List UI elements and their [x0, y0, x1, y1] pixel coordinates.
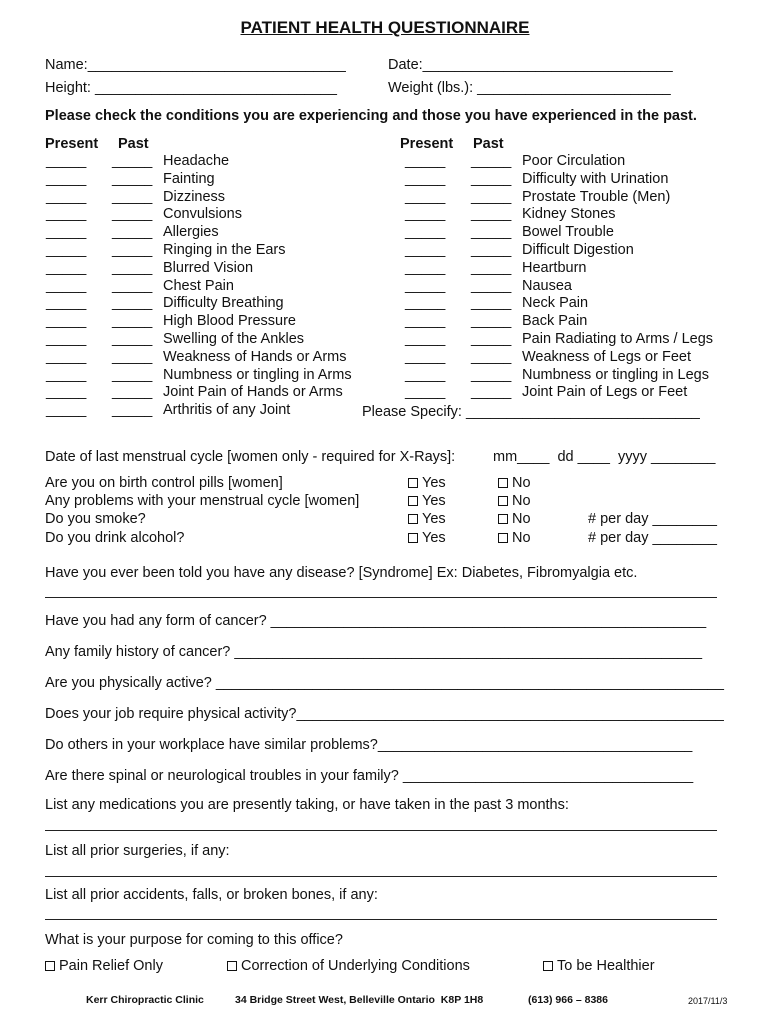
present-blank[interactable]: _____: [46, 188, 87, 205]
past-header-left: Past: [118, 136, 149, 152]
checkbox-icon[interactable]: [498, 514, 508, 524]
past-header-right: Past: [473, 136, 504, 152]
past-blank[interactable]: _____: [112, 366, 153, 383]
present-blank[interactable]: _____: [405, 242, 446, 258]
checkbox-icon[interactable]: [45, 961, 55, 971]
condition-label: Convulsions: [163, 206, 242, 223]
present-blank[interactable]: _____: [405, 170, 446, 187]
present-blank[interactable]: _____: [46, 224, 87, 241]
checkbox-icon[interactable]: [498, 496, 508, 506]
checkbox-icon[interactable]: [408, 533, 418, 543]
checkbox-icon[interactable]: [227, 961, 237, 971]
yes-no-question-label: Do you smoke?: [45, 511, 146, 528]
footer-revision: 2017/11/3: [688, 996, 728, 1006]
surgeries-question: List all prior surgeries, if any:: [45, 843, 230, 859]
present-blank[interactable]: _____: [46, 259, 87, 276]
condition-label: Difficulty with Urination: [522, 170, 669, 187]
present-blank[interactable]: _____: [46, 277, 87, 294]
per-day-field[interactable]: # per day ________: [588, 511, 717, 528]
past-blank[interactable]: _____: [112, 348, 153, 365]
present-blank[interactable]: _____: [405, 348, 446, 365]
height-field[interactable]: Height: ______________________________: [45, 80, 337, 96]
past-blank[interactable]: _____: [471, 348, 512, 365]
per-day-field[interactable]: # per day ________: [588, 529, 717, 546]
yes-option-label: Yes: [422, 511, 446, 528]
condition-label: Fainting: [163, 170, 215, 187]
present-blank[interactable]: _____: [46, 206, 87, 223]
condition-label: Nausea: [522, 277, 572, 294]
workplace-question[interactable]: Do others in your workplace have similar problems?_______________________________________: [45, 737, 693, 753]
yes-no-question-label: Do you drink alcohol?: [45, 529, 185, 546]
past-blank[interactable]: _____: [471, 170, 512, 187]
past-blank[interactable]: _____: [112, 277, 153, 294]
condition-label: Weakness of Hands or Arms: [163, 348, 347, 365]
surgeries-answer-line[interactable]: [45, 876, 717, 877]
menstrual-label: Date of last menstrual cycle [women only - required for X-Rays]:: [45, 449, 456, 465]
condition-label: Joint Pain of Hands or Arms: [163, 384, 343, 401]
purpose-question: What is your purpose for coming to this office?: [45, 932, 343, 948]
please-specify-field[interactable]: Please Specify: _____________________________: [362, 404, 700, 420]
present-blank[interactable]: _____: [46, 366, 87, 383]
present-blank[interactable]: _____: [405, 331, 446, 347]
menstrual-date-fields[interactable]: mm____ dd ____ yyyy ________: [493, 449, 716, 465]
weight-field[interactable]: Weight (lbs.): ________________________: [388, 80, 671, 96]
condition-label: Numbness or tingling in Legs: [522, 366, 709, 383]
past-blank[interactable]: _____: [471, 224, 512, 241]
yes-option-label: Yes: [422, 529, 446, 546]
date-field[interactable]: Date:_______________________________: [388, 57, 673, 73]
present-blank[interactable]: _____: [46, 295, 87, 312]
condition-label: Back Pain: [522, 313, 588, 330]
past-blank[interactable]: _____: [471, 206, 512, 223]
past-blank[interactable]: _____: [471, 384, 512, 401]
past-blank[interactable]: _____: [112, 313, 153, 330]
purpose-option-label: Correction of Underlying Conditions: [241, 958, 470, 974]
past-blank[interactable]: _____: [112, 295, 153, 312]
condition-label: Numbness or tingling in Arms: [163, 366, 352, 383]
condition-label: Heartburn: [522, 259, 587, 276]
present-blank[interactable]: _____: [405, 277, 446, 294]
past-blank[interactable]: _____: [471, 242, 512, 258]
present-blank[interactable]: _____: [405, 384, 446, 401]
present-blank[interactable]: _____: [46, 348, 87, 365]
condition-label: Allergies: [163, 224, 219, 241]
no-option-label: No: [512, 475, 531, 491]
yes-no-question-label: Any problems with your menstrual cycle [women]: [45, 493, 360, 510]
condition-label: Neck Pain: [522, 295, 589, 312]
accidents-question: List all prior accidents, falls, or broken bones, if any:: [45, 887, 378, 903]
purpose-option-correction[interactable]: [227, 958, 470, 974]
past-blank[interactable]: _____: [471, 259, 512, 276]
present-blank[interactable]: _____: [405, 313, 446, 330]
no-option-label: No: [512, 493, 531, 510]
present-blank[interactable]: _____: [46, 153, 87, 169]
present-blank[interactable]: _____: [405, 206, 446, 223]
checkbox-icon[interactable]: [408, 496, 418, 506]
condition-label: Joint Pain of Legs or Feet: [522, 384, 688, 401]
present-blank[interactable]: _____: [46, 313, 87, 330]
past-blank[interactable]: _____: [112, 188, 153, 205]
present-blank[interactable]: _____: [405, 295, 446, 312]
yes-no-question-label: Are you on birth control pills [women]: [45, 475, 283, 491]
checkbox-icon[interactable]: [498, 533, 508, 543]
condition-label: Arthritis of any Joint: [163, 402, 291, 419]
disease-answer-line[interactable]: [45, 597, 717, 598]
condition-label: Headache: [163, 153, 230, 169]
yes-option-label: Yes: [422, 493, 446, 510]
condition-label: Chest Pain: [163, 277, 234, 294]
condition-label: Bowel Trouble: [522, 224, 614, 241]
spinal-question[interactable]: Are there spinal or neurological troubles in your family? ____________________________________: [45, 768, 694, 784]
yes-option-label: Yes: [422, 475, 446, 491]
no-option-label: No: [512, 511, 531, 528]
past-blank[interactable]: _____: [112, 331, 153, 347]
job-question[interactable]: Does your job require physical activity?_____________________________________________________: [45, 706, 724, 722]
present-blank[interactable]: _____: [405, 153, 446, 169]
present-blank[interactable]: _____: [405, 224, 446, 241]
name-field[interactable]: Name:________________________________: [45, 57, 346, 73]
page-title: PATIENT HEALTH QUESTIONNAIRE: [240, 18, 530, 37]
accidents-answer-line[interactable]: [45, 919, 717, 920]
past-blank[interactable]: _____: [112, 153, 153, 169]
present-blank[interactable]: _____: [46, 402, 87, 419]
cancer-question[interactable]: Have you had any form of cancer? ______________________________________________________: [45, 613, 707, 629]
disease-question: Have you ever been told you have any disease? [Syndrome] Ex: Diabetes, Fibromyalgia etc.: [45, 565, 638, 581]
past-blank[interactable]: _____: [112, 384, 153, 401]
purpose-option-pain-relief[interactable]: [45, 958, 163, 974]
past-blank[interactable]: _____: [112, 206, 153, 223]
past-blank[interactable]: _____: [471, 153, 512, 169]
condition-label: Difficulty Breathing: [163, 295, 284, 312]
purpose-option-label: To be Healthier: [557, 958, 655, 974]
past-blank[interactable]: _____: [471, 295, 512, 312]
past-blank[interactable]: _____: [112, 242, 153, 258]
past-blank[interactable]: _____: [471, 188, 512, 205]
yes-option[interactable]: [408, 530, 446, 546]
past-blank[interactable]: _____: [112, 224, 153, 241]
yes-option[interactable]: [408, 493, 446, 509]
footer-clinic: Kerr Chiropractic Clinic: [86, 994, 204, 1006]
condition-label: Weakness of Legs or Feet: [522, 348, 691, 365]
condition-label: Prostate Trouble (Men): [522, 188, 671, 205]
past-blank[interactable]: _____: [471, 313, 512, 330]
checkbox-icon[interactable]: [543, 961, 553, 971]
instruction-text: Please check the conditions you are experiencing and those you have experienced in the past.: [45, 108, 697, 124]
no-option[interactable]: [498, 475, 531, 491]
family-cancer-question[interactable]: Any family history of cancer? __________________________________________________________: [45, 644, 703, 660]
purpose-option-label: Pain Relief Only: [59, 958, 163, 974]
present-header-left: Present: [45, 136, 99, 152]
medications-question: List any medications you are presently taking, or have taken in the past 3 months:: [45, 797, 569, 813]
condition-label: Ringing in the Ears: [163, 242, 286, 258]
no-option-label: No: [512, 529, 531, 546]
no-option[interactable]: [498, 493, 531, 509]
medications-answer-line[interactable]: [45, 830, 717, 831]
present-blank[interactable]: _____: [405, 188, 446, 205]
checkbox-icon[interactable]: [408, 478, 418, 488]
past-blank[interactable]: _____: [471, 331, 512, 347]
yes-option[interactable]: [408, 475, 446, 491]
past-blank[interactable]: _____: [112, 170, 153, 187]
checkbox-icon[interactable]: [408, 514, 418, 524]
present-blank[interactable]: _____: [405, 366, 446, 383]
present-blank[interactable]: _____: [405, 259, 446, 276]
no-option[interactable]: [498, 530, 531, 546]
past-blank[interactable]: _____: [112, 402, 153, 419]
condition-label: Swelling of the Ankles: [163, 331, 305, 347]
condition-label: Dizziness: [163, 188, 226, 205]
present-blank[interactable]: _____: [46, 331, 87, 347]
present-header-right: Present: [400, 136, 454, 152]
purpose-option-healthier[interactable]: [543, 958, 655, 974]
past-blank[interactable]: _____: [471, 366, 512, 383]
present-blank[interactable]: _____: [46, 242, 87, 258]
condition-label: Kidney Stones: [522, 206, 616, 223]
active-question[interactable]: Are you physically active? _______________________________________________________________: [45, 675, 724, 691]
condition-label: Blurred Vision: [163, 259, 254, 276]
footer-phone: (613) 966 – 8386: [528, 994, 608, 1006]
condition-label: Pain Radiating to Arms / Legs: [522, 331, 714, 347]
past-blank[interactable]: _____: [112, 259, 153, 276]
condition-label: Difficult Digestion: [522, 242, 634, 258]
present-blank[interactable]: _____: [46, 170, 87, 187]
footer-address: 34 Bridge Street West, Belleville Ontario K8P 1H8: [235, 994, 484, 1006]
yes-option[interactable]: [408, 511, 446, 527]
condition-label: Poor Circulation: [522, 153, 626, 169]
present-blank[interactable]: _____: [46, 384, 87, 401]
checkbox-icon[interactable]: [498, 478, 508, 488]
past-blank[interactable]: _____: [471, 277, 512, 294]
condition-label: High Blood Pressure: [163, 313, 296, 330]
no-option[interactable]: [498, 511, 531, 527]
